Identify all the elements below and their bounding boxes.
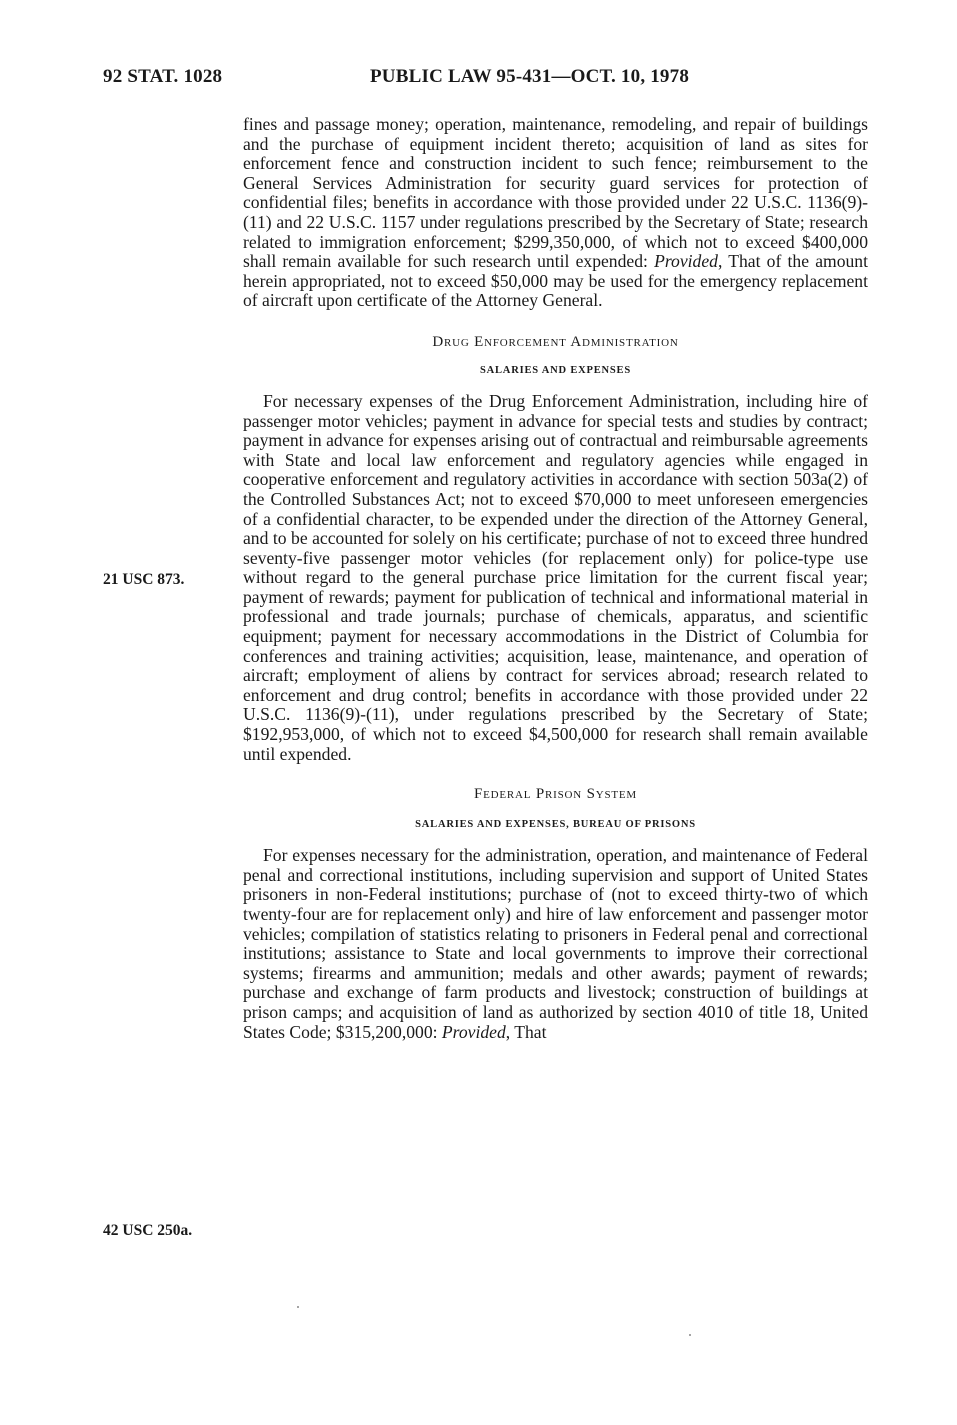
intro-paragraph [243,115,868,311]
dea-heading: Drug Enforcement Administration [432,333,679,350]
margin-note-21-usc: 21 USC 873. [103,571,185,588]
page-header [0,66,957,96]
prisons-text-after: , That [505,1021,547,1042]
intro-text-after: , That of the amount herein appropriated, not to exceed $50,000 may be used for the emergency replacement of aircraft upon certificate of the Attorney General. [243,251,868,311]
body-column [243,115,868,1042]
intro-text-before: fines and passage money; operation, maintenance, remodeling, and repair of buildings and the purchase of equipment incident thereto; acquisition of land as sites for enforcement fence and construction incident to such fence; reimbursement to the General Services Administration for security guard services for protection of confidential files; benefits in accordance with those provided under 22 U.S.C. 1136(9)-(11) and 22 U.S.C. 1157 under regulations prescribed by the Secretary of State; research related to immigration enforcement; $299,350,000, of which not to exceed $400,000 shall remain available for such research until expended: [243,114,868,272]
intro-provided: Provided [654,251,718,272]
prisons-provided: Provided [441,1021,506,1042]
prisons-text-before: For expenses necessary for the administration, operation, and maintenance of Federal penal and correctional institutions, including supervision and support of United States prisoners in non-Federal institutions; purchase of (not to exceed thirty-two of which twenty-four are for replacement only) and hire of law enforcement and passenger motor vehicles; compilation of statistics relating to prisoners in Federal penal and correctional institutions; assistance to State and local governments to improve their correctional systems; firearms and ammunition; medals and other awards; payment of rewards; purchase and exchange of farm products and livestock; construction of buildings at prison camps; and acquisition of land as authorized by section 4010 of title 18, United States Code; $315,200,000: [243,845,868,1042]
running-head: PUBLIC LAW 95-431—OCT. 10, 1978 [370,66,690,87]
statute-page-number: 92 STAT. 1028 [103,66,223,87]
prisons-paragraph [243,846,868,1042]
dea-paragraph: For necessary expenses of the Drug Enforcement Administration, including hire of passenger motor vehicles; payment in advance for special tests and studies by contract; payment in advance for expenses arising out of contractual and reimbursable agreements with State and local law enforcement and regulatory agencies while engaged in cooperative enforcement and regulatory activities in accordance with section 503a(2) of the Controlled Substances Act; not to exceed $70,000 to meet unforeseen emergencies of a confidential character, to be expended under the direction of the Attorney General, and to be accounted for solely on his certificate; purchase of not to exceed three hundred seventy-five passenger motor vehicles (for replacement only) for police-type use without regard to the general purchase price limitation for the current fiscal year; payment of rewards; payment for publication of technical and informational material in professional and trade journals; purchase of chemicals, apparatus, and scientific equipment; payment for necessary accommodations in the District of Columbia for conferences and training activities; acquisition, lease, maintenance, and operation of aircraft; employment of aliens by contract for services abroad; research related to enforcement and drug control; benefits in accordance with those provided under 22 U.S.C. 1136(9)-(11), under regulations prescribed by the Secretary of State; $192,953,000, of which not to exceed $4,500,000 for research shall remain available until expended. [243,390,868,764]
dea-subheading: SALARIES AND EXPENSES [479,364,631,376]
scan-speck [689,1334,691,1336]
prisons-heading: Federal Prison System [474,786,637,803]
margin-note-42-usc: 42 USC 250a. [103,1222,193,1239]
scan-speck [297,1306,299,1308]
prisons-subheading: SALARIES AND EXPENSES, BUREAU OF PRISONS [415,819,696,831]
